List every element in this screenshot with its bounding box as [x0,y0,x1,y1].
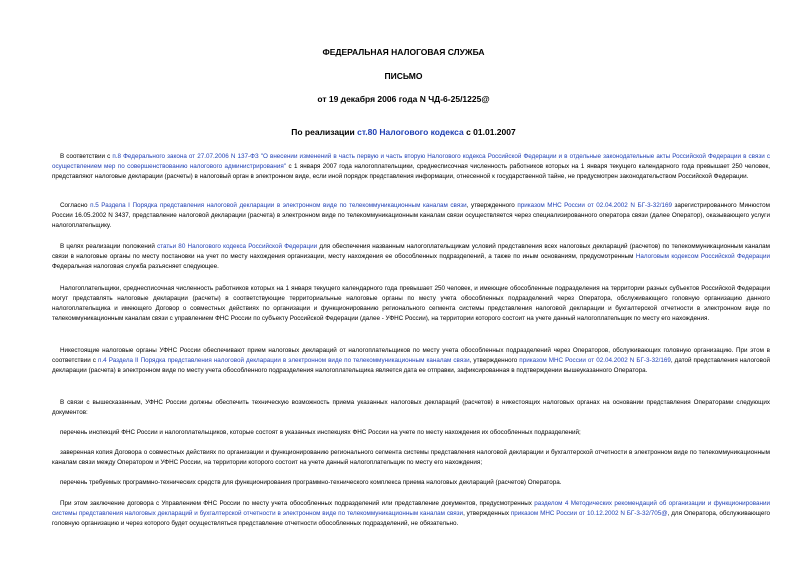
paragraph-text: с 1 января 2007 года налогоплательщики, среднесписочная численность работников которых на 1 января текущего календарного года превышает 250 человек, представляют налоговые декларации (расчеты) в налоговый орган в электронном виде, если иной порядок представления информации, отнесенной к государственной тайне, не предусмотрен законодательством Российской Федерации. [52,163,770,180]
subject-link-article-80[interactable]: ст.80 Налогового кодекса [357,127,464,137]
paragraph-text: перечень инспекций ФНС России и налогоплательщиков, которые состоят в указанных инспекциях ФНС России на учете по месту нахождения их обособленных подразделений; [60,429,581,436]
paragraph-text: Никестоящие налоговые органы УФНС России обеспечивают прием налоговых деклараций от налогоплательщиков по месту учета обособленных подразделений через Операторов, обслуживающих головную организацию. При этом в соответствии с [52,347,770,364]
subject-suffix: с 01.01.2007 [463,127,516,137]
paragraph-text: , утвержденных [463,510,511,517]
link-tax-code[interactable]: Налоговым кодексом Российской Федерации [635,253,770,260]
paragraph-text: , для Оператора, обслуживающего головную организацию и через которого будет осуществляться представление отчетности обособленных подразделений, не обязательно. [52,510,770,527]
link-federal-law-137[interactable]: п.8 Федерального закона от 27.07.2006 N 137-ФЗ "О внесении изменений в часть первую и часть вторую Налогового кодекса Российской Федерации и в отдельные законодательные акты Российской Федерации в связи с осуществлением мер по совершенствованию налогового администрирования" [52,153,770,170]
paragraph-text: перечень требуемых программно-технических средств для функционирования программно-технического комплекса приема налоговых деклараций (расчетов) Оператора. [60,479,562,486]
paragraph-text: зарегистрированного Минюстом России 16.05.2002 N 3437, представление налоговой декларации (расчета) в электронном виде по телекоммуникационным каналам связи осуществляется через специализированного оператора связи (далее Оператор), оказывающего услуги налогоплательщику. [52,202,770,229]
paragraph-text: Федеральная налоговая служба разъясняет следующее. [52,263,219,270]
paragraph-text: В связи с вышесказанным, УФНС России должны обеспечить техническую возможность приема указанных налоговых деклараций (расчетов) в никестоящих налоговых органах на основании представления Операторами следующих документов: [52,399,770,416]
paragraph-1 [52,152,770,182]
paragraph-text: В соответствии с [60,153,113,160]
paragraph-text: , утвержденного [466,202,518,209]
paragraph-text: заверенная копия Договора о совместных действиях по организации и функционированию регионального сегмента системы представления налоговой декларации и бухгалтерской отчетности в электронном виде по телекоммуникационным каналам связи между Оператором и УФНС России, на территории которого состоит на учете данный налогоплательщик по месту его нахождения; [52,449,770,466]
document-type: ПИСЬМО [384,71,423,81]
paragraph-text: для обеспечения названным налогоплательщикам условий представления всех налоговых деклараций (расчетов) по телекоммуникационным каналам связи в налоговые органы по месту постановки на учет по месту нахождения организации, месту нахождения ее обособленных подразделений, а также по иным основаниям, предусмотренным [52,243,770,260]
link-procedure-section-1[interactable]: п.5 Раздела I Порядка представления налоговой декларации в электронном виде по телекоммуникационным каналам связи [90,202,467,209]
paragraph-8 [52,448,770,468]
paragraph-7 [52,428,770,438]
agency-title: ФЕДЕРАЛЬНАЯ НАЛОГОВАЯ СЛУЖБА [322,47,485,57]
link-order-bg-3-32-169-second[interactable]: приказом МНС России от 02.04.2002 N БГ-3-32/169 [519,357,671,364]
link-order-bg-3-32-705[interactable]: приказом МНС России от 10.12.2002 N БГ-3-32/705@ [510,510,668,517]
paragraph-text: Согласно [60,202,91,209]
paragraph-text: При этом заключение договора с Управлением ФНС России по месту учета обособленных подразделений или представление документов, предусмотренных [60,500,535,507]
paragraph-4 [52,284,770,324]
document-date-number: от 19 декабря 2006 года N ЧД-6-25/1225@ [317,94,490,104]
subject-prefix: По реализации [291,127,358,137]
paragraph-10 [52,499,770,529]
paragraph-text: В целях реализации положений [60,243,158,250]
paragraph-text: , утвержденного [469,357,520,364]
paragraph-6 [52,398,770,418]
link-methodical-recommendations[interactable]: разделом 4 Методических рекомендаций об организации и функционировании системы представления налоговых деклараций и бухгалтерской отчетности в электронном виде по телекоммуникационным каналам связи [52,500,770,517]
link-order-bg-3-32-169[interactable]: приказом МНС России от 02.04.2002 N БГ-3-32/169 [517,202,672,209]
paragraph-text: , датой представления налоговой декларации (расчета) в электронном виде по месту учета обособленного подразделения налогоплательщика является дата ее отправки, зафиксированная в подтверждении вышеуказанного Оператора. [52,357,770,374]
paragraph-2 [52,201,770,231]
paragraph-5 [52,346,770,376]
paragraph-text: Налогоплательщики, среднесписочная численность работников которых на 1 января текущего календарного года превышает 250 человек, и имеющие обособленные подразделения на территории разных субъектов Российской Федерации могут представлять налоговые декларации (расчеты) в соответствующие территориальные налоговые органы по месту учета обособленных подразделений через Оператора, обслуживающего головную организацию данного налогоплательщика и имеющего Договор о совместных действиях по организации и функционированию регионального сегмента системы представления налоговой декларации и бухгалтерской отчетности в электронном виде по телекоммуникационным каналам связи с управлением ФНС России по субъекту Российской Федерации (далее - УФНС России), на территории которого состоит на учете данный налогоплательщик по месту его нахождения. [52,285,770,322]
document-subject [0,127,807,137]
paragraph-3 [52,242,770,272]
paragraph-9 [52,478,770,488]
link-procedure-section-2[interactable]: п.4 Раздела II Порядка представления налоговой декларации в электронном виде по телекоммуникационным каналам связи [98,357,470,364]
link-article-80-tax-code[interactable]: статьи 80 Налогового кодекса Российской Федерации [157,243,318,250]
